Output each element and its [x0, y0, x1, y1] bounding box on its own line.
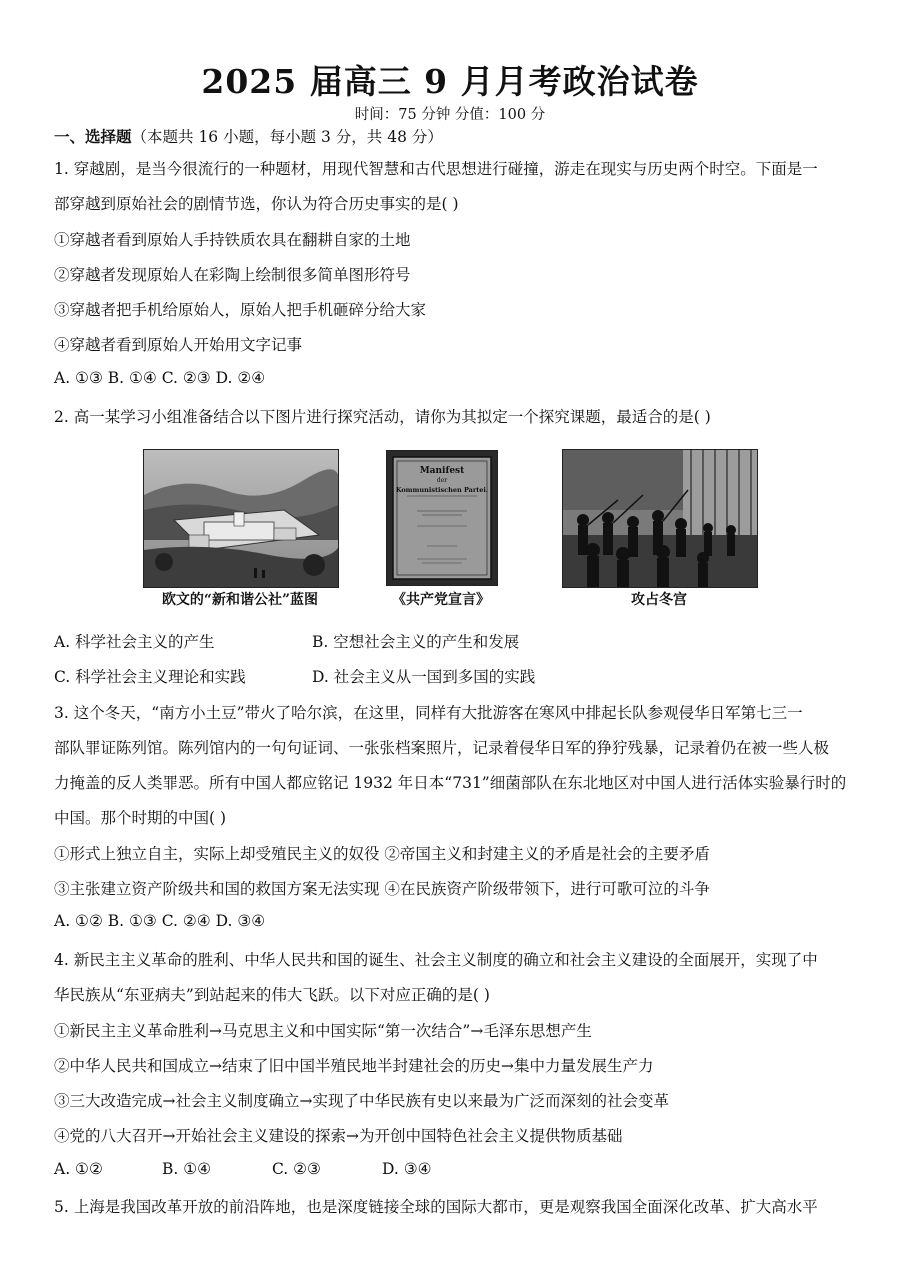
- q4-option-b: B. ①④: [162, 1160, 212, 1178]
- q3-options: A. ①② B. ①③ C. ②④ D. ③④: [54, 912, 266, 930]
- exam-title: 2025 届高三 9 月月考政治试卷: [201, 62, 699, 101]
- q4-option-c: C. ②③: [272, 1160, 321, 1178]
- manifesto-title-1: Manifest: [419, 466, 465, 476]
- q3-line4: 中国。那个时期的中国( ): [54, 809, 227, 827]
- q3-line1: 3. 这个冬天，“南方小土豆”带火了哈尔滨，在这里，同样有大批游客在寒风中排起长队参观侵华日军第七三一: [54, 704, 803, 722]
- q4-statement-1: ①新民主主义革命胜利→马克思主义和中国实际“第一次结合”→毛泽东思想产生: [54, 1022, 592, 1040]
- manifesto-title-2: der: [436, 477, 448, 484]
- caption-winter-palace: 攻占冬宫: [631, 592, 687, 608]
- q1-options: A. ①③ B. ①④ C. ②③ D. ②④: [54, 369, 266, 387]
- q4-option-d: D. ③④: [382, 1160, 432, 1178]
- q2-option-c: C. 科学社会主义理论和实践: [54, 668, 246, 686]
- q2-line1: 2. 高一某学习小组准备结合以下图片进行探究活动，请你为其拟定一个探究课题，最适合的是( ): [54, 408, 711, 426]
- q4-statement-2: ②中华人民共和国成立→结束了旧中国半殖民地半封建社会的历史→集中力量发展生产力: [54, 1057, 654, 1075]
- q2-option-b: B. 空想社会主义的产生和发展: [312, 633, 520, 651]
- manifesto-title-3: Kommunistischen Partei.: [395, 486, 489, 494]
- manifesto-image: [386, 450, 498, 586]
- q1-line2: 部穿越到原始社会的剧情节选，你认为符合历史事实的是( ): [54, 195, 459, 213]
- q3-statements-1-2: ①形式上独立自主，实际上却受殖民主义的奴役 ②帝国主义和封建主义的矛盾是社会的主要矛盾: [54, 845, 710, 863]
- q3-statements-3-4: ③主张建立资产阶级共和国的救国方案无法实现 ④在民族资产阶级带领下，进行可歌可泣的斗争: [54, 880, 710, 898]
- q4-line2: 华民族从“东亚病夫”到站起来的伟大飞跃。以下对应正确的是( ): [54, 986, 490, 1004]
- q1-statement-3: ③穿越者把手机给原始人，原始人把手机砸碎分给大家: [54, 301, 427, 319]
- q4-statement-4: ④党的八大召开→开始社会主义建设的探索→为开创中国特色社会主义提供物质基础: [54, 1127, 623, 1145]
- q4-option-a: A. ①②: [54, 1160, 103, 1178]
- q4-line1: 4. 新民主主义革命的胜利、中华人民共和国的诞生、社会主义制度的确立和社会主义建设的全面展开，实现了中: [54, 951, 818, 969]
- q1-statement-1: ①穿越者看到原始人手持铁质农具在翻耕自家的土地: [54, 231, 411, 249]
- q3-line2: 部队罪证陈列馆。陈列馆内的一句句证词、一张张档案照片，记录着侵华日军的狰狞残暴，记录着仍在被一些人极: [54, 739, 830, 757]
- q1-statement-4: ④穿越者看到原始人开始用文字记事: [54, 336, 303, 354]
- winter-palace-image: [562, 449, 758, 588]
- q5-line1: 5. 上海是我国改革开放的前沿阵地，也是深度链接全球的国际大都市，更是观察我国全面深化改革、扩大高水平: [54, 1198, 818, 1216]
- q3-line3: 力掩盖的反人类罪恶。所有中国人都应铭记 1932 年日本“731”细菌部队在东北地区对中国人进行活体实验暴行时的: [54, 774, 847, 792]
- section-heading: [54, 125, 443, 147]
- q1-line1: 1. 穿越剧，是当今很流行的一种题材，用现代智慧和古代思想进行碰撞，游走在现实与历史两个时空。下面是一: [54, 160, 818, 178]
- section-title: 一、选择题: [54, 127, 132, 146]
- q2-option-a: A. 科学社会主义的产生: [54, 633, 215, 651]
- caption-new-harmony: 欧文的“新和谐公社”蓝图: [161, 592, 319, 608]
- new-harmony-image: [143, 449, 339, 588]
- caption-manifesto: 《共产党宣言》: [392, 592, 490, 608]
- exam-subtitle: 时间：75 分钟 分值：100 分: [354, 107, 546, 123]
- section-note: （本题共 16 小题，每小题 3 分，共 48 分）: [131, 128, 443, 146]
- q4-statement-3: ③三大改造完成→社会主义制度确立→实现了中华民族有史以来最为广泛而深刻的社会变革: [54, 1092, 669, 1110]
- q2-option-d: D. 社会主义从一国到多国的实践: [312, 668, 536, 686]
- q1-statement-2: ②穿越者发现原始人在彩陶上绘制很多简单图形符号: [54, 266, 411, 284]
